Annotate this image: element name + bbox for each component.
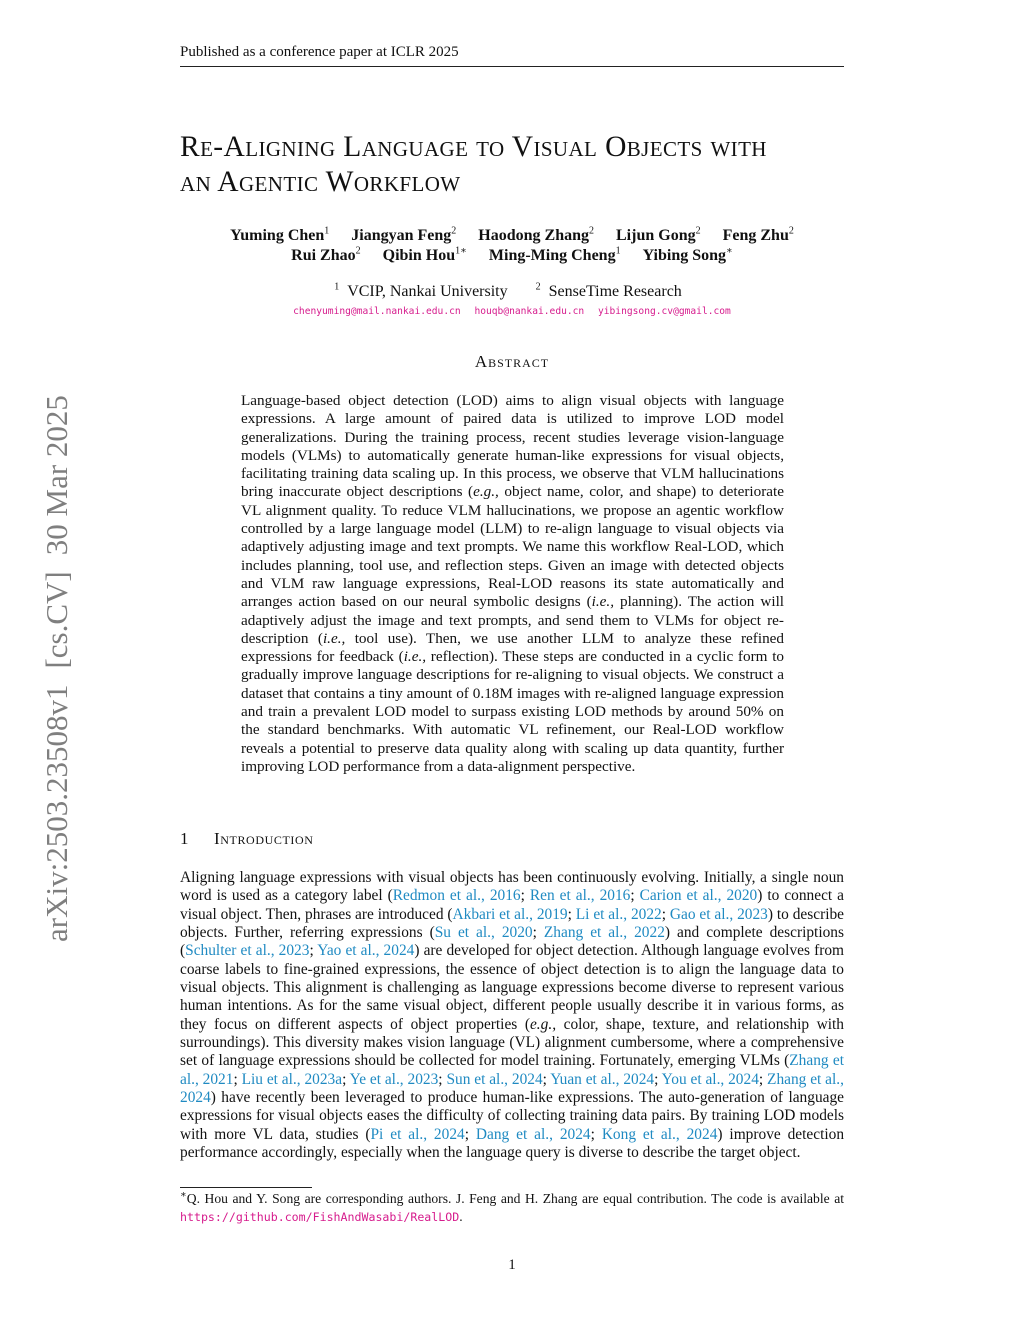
text-run: ; [590, 1125, 602, 1143]
text-run: Aligning language expressions with visual objects has been continuously evolving. Initially, a single noun word is used as a category label ( [180, 869, 844, 905]
section-title: Introduction [214, 829, 314, 848]
citation-link[interactable]: Redmon et al., 2016 [392, 887, 521, 905]
abstract-heading: Abstract [474, 352, 550, 371]
running-header: Published as a conference paper at ICLR 2025 [180, 44, 459, 60]
citation-link[interactable]: Zhang et al., 2022 [543, 924, 665, 942]
text-run: ; [464, 1125, 476, 1143]
citation-link[interactable]: Su et al., 2020 [434, 924, 533, 942]
citation-link[interactable]: Gao et al., 2023 [669, 905, 768, 923]
title-line-2: an Agentic Workflow [180, 166, 461, 198]
email-link[interactable]: houqb@nankai.edu.cn [474, 306, 585, 317]
author: Ming-Ming Cheng$^1$ [488, 245, 621, 264]
text-run: ) to connect a visual object. Then, phrases are introduced ( [180, 887, 845, 923]
text-run: ) and complete descriptions ( [180, 924, 844, 960]
abstract-text: Language-based object detection (LOD) aims to align visual objects with language expressions. A large amount of paired data is utilized to improve LOD model generalizations. During the training process, recent studies leverage vision-language models (VLMs) to automatically generate human-like expressions for visual objects, facilitating training data scaling up. In this process, we observe that VLM hallucinations bring inaccurate object descriptions (e.g., object name, color, and shape) to deteriorate VL alignment quality. To reduce VLM hallucinations, we propose an agentic workflow controlled by a large language model (LLM) to re-align language to visual objects via adaptively adjusting image and text prompts. We name this workflow Real-LOD, which includes planning, tool use, and reflection steps. Given an image with detected objects and VLM raw language expressions, Real-LOD reasons its state automatically and arranges action based on our neural symbolic designs (i.e., planning). The action will adaptively adjust the image and text prompts, and send them to VLMs for object re-description (i.e., tool use). Then, we use another LLM to analyze these refined expressions for feedback (i.e., reflection). These steps are conducted in a cyclic form to gradually improve language descriptions for re-aligning to visual objects. We construct a dataset that contains a tiny amount of 0.18M images with re-aligned language expression and train a prevalent LOD model to surpass existing LOD methods by around 50% on the standard benchmarks. With automatic VL refinement, our Real-LOD workflow reveals a potential to preserve data quality along with scaling up data quantity, further improving LOD performance from a data-alignment perspective. [241, 392, 785, 775]
author-row-2 [180, 246, 844, 266]
citation-link[interactable]: Carion et al., 2020 [639, 887, 758, 905]
header-rule [180, 66, 844, 67]
intro-paragraph [180, 869, 844, 1163]
affiliation: $^1$ VCIP, Nankai University [334, 281, 508, 300]
author: Qibin Hou$^{1∗}$ [382, 245, 467, 264]
citation-link[interactable]: Kong et al., 2024 [601, 1125, 718, 1143]
paper-title [180, 130, 880, 200]
arxiv-id[interactable]: arXiv:2503.23508v1 [39, 684, 74, 942]
title-line-1: Re-Aligning Language to Visual Objects with [180, 131, 767, 163]
text-run: ; [309, 942, 318, 960]
citation-link[interactable]: Dang et al., 2024 [475, 1125, 591, 1143]
text-run: ; [233, 1070, 242, 1088]
author: Yuming Chen$^1$ [230, 225, 330, 244]
author-row-1 [180, 226, 844, 246]
abstract-body [241, 392, 784, 776]
citation-link[interactable]: Akbari et al., 2019 [452, 905, 568, 923]
citation-link[interactable]: Zhang et al., 2024 [180, 1070, 844, 1107]
footnote [180, 1190, 844, 1226]
affiliation: $^2$ SenseTime Research [535, 281, 682, 300]
citation-link[interactable]: Ren et al., 2016 [529, 887, 631, 905]
citation-link[interactable]: You et al., 2024 [661, 1070, 759, 1088]
arxiv-date: 30 Mar 2025 [39, 395, 74, 556]
citation-link[interactable]: Liu et al., 2023a [241, 1070, 343, 1088]
footnote-mark: ∗ [180, 1189, 187, 1201]
citation-link[interactable]: Yao et al., 2024 [317, 942, 415, 960]
citation-link[interactable]: Pi et al., 2024 [370, 1125, 465, 1143]
text-run: ; [532, 924, 544, 942]
citation-link[interactable]: Ye et al., 2023 [349, 1070, 439, 1088]
citation-link[interactable]: Yuan et al., 2024 [550, 1070, 655, 1088]
text-run: ) to describe objects. Further, referring expressions ( [180, 905, 845, 942]
italic-text: e.g., [529, 1015, 557, 1033]
author: Yibing Song∗ [642, 245, 733, 264]
text-run: ) have recently been leveraged to produce human-like expressions. The auto-generation of language expressions for visual objects eases the difficulty of collecting training data pairs. By training LOD models with more VL data, studies ( [180, 1089, 844, 1143]
text-run: ; [567, 905, 576, 923]
section-heading [180, 829, 314, 849]
author: Feng Zhu$^2$ [722, 225, 794, 244]
author-list [180, 226, 844, 266]
text-run: color, shape, texture, and relationship with surroundings). This diversity makes vision language (VL) alignment cumbersome, where a comprehensive set of language expressions should be collected for model training. Fortunately, emerging VLMs ( [180, 1015, 844, 1070]
code-url-link[interactable]: https://github.com/FishAndWasabi/RealLOD [180, 1209, 460, 1224]
text-run: ) are developed for object detection. Although language evolves from coarse labels to fine-grained expressions, the essence of object detection is to align the language data to visual objects. This alignment is challenging as language expressions become diverse to represent various human intentions. As for the same visual object, different people usually describe it in various forms, as they focus on different aspects of object properties ( [180, 942, 844, 1033]
text-run: ; [630, 887, 640, 905]
text-run: ; [520, 887, 530, 905]
citation-link[interactable]: Schulter et al., 2023 [185, 942, 310, 960]
text-run: ; [542, 1070, 551, 1088]
text-run: ; [661, 905, 670, 923]
author: Haodong Zhang$^2$ [478, 225, 594, 244]
text-run: ) improve detection performance accordingly, especially when the language query is diverse to describe the target object. [180, 1125, 845, 1162]
author: Jiangyan Feng$^2$ [351, 225, 457, 244]
citation-link[interactable]: Zhang et al., 2021 [180, 1052, 845, 1088]
email-link[interactable]: yibingsong.cv@gmail.com [597, 306, 731, 317]
author: Lijun Gong$^2$ [616, 225, 701, 244]
page-number: 1 [508, 1257, 516, 1273]
citation-link[interactable]: Sun et al., 2024 [446, 1070, 543, 1088]
author: Rui Zhao$^2$ [291, 245, 361, 264]
footnote-text: ∗Q. Hou and Y. Song are corresponding authors. J. Feng and H. Zhang are equal contribution. The code is available at https://github.com/FishAndWasabi/RealLOD. [180, 1189, 844, 1224]
citation-link[interactable]: Li et al., 2022 [575, 905, 662, 923]
intro-text [180, 869, 844, 1163]
arxiv-category: [cs.CV] [39, 571, 74, 669]
text-run: ; [654, 1070, 662, 1088]
text-run: ; [342, 1070, 350, 1088]
email-list [180, 306, 844, 317]
affiliations [180, 283, 844, 301]
section-number: 1 [180, 829, 189, 848]
text-run: ; [438, 1070, 447, 1088]
arxiv-stamp[interactable] [37, 362, 77, 942]
email-link[interactable]: chenyuming@mail.nankai.edu.cn [293, 306, 461, 317]
footnote-rule [180, 1187, 312, 1188]
text-run: ; [758, 1070, 768, 1088]
